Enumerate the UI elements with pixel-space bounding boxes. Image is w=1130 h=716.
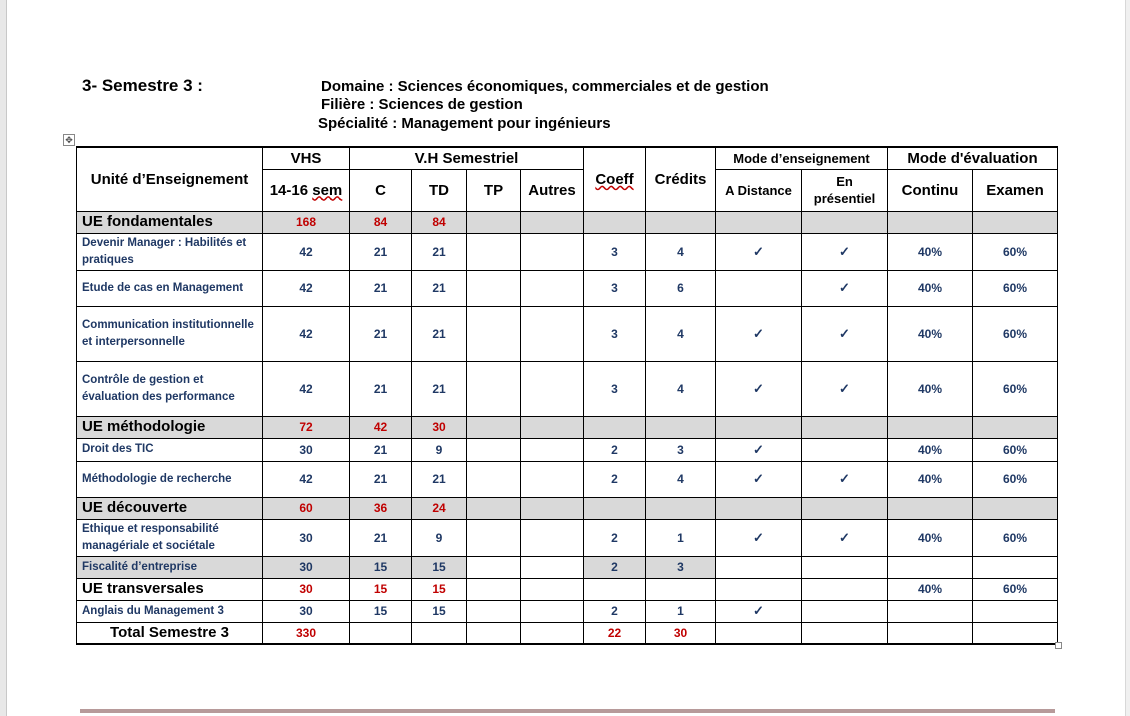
cell-coeff [584,211,646,233]
cell-coeff: 2 [584,461,646,497]
row-name: Anglais du Management 3 [77,600,263,622]
row-name: Ethique et responsabilité managériale et sociétale [77,519,263,556]
right-page-edge [1125,0,1130,716]
cell-vhs: 30 [263,578,350,600]
cell-credits: 1 [646,519,716,556]
cell-autres [521,438,584,461]
matiere-row [77,270,1058,306]
cell-distance [716,416,802,438]
row-name: Droit des TIC [77,438,263,461]
cell-td: 21 [412,306,467,361]
cell-coeff: 3 [584,306,646,361]
cell-distance [716,578,802,600]
cell-vhs: 42 [263,461,350,497]
cell-distance-check-icon: ✓ [716,361,802,416]
semester-table [76,146,1058,645]
cell-credits: 4 [646,233,716,270]
header-distance: A Distance [716,169,802,211]
cell-vhs: 42 [263,361,350,416]
cell-distance-check-icon: ✓ [716,233,802,270]
cell-autres [521,461,584,497]
header-mode-evaluation: Mode d'évaluation [888,147,1058,169]
cell-td: 21 [412,361,467,416]
cell-tp [467,556,521,578]
cell-continu: 40% [888,361,973,416]
cell-presentiel-check-icon: ✓ [802,461,888,497]
cell-tp [467,361,521,416]
cell-vhs: 42 [263,270,350,306]
cell-vhs: 30 [263,556,350,578]
cell-td: 9 [412,519,467,556]
cell-vhs: 42 [263,233,350,270]
cell-autres [521,622,584,644]
table-resize-handle[interactable] [1055,642,1062,649]
header-vhs: VHS [263,147,350,169]
cell-coeff: 2 [584,556,646,578]
cell-presentiel-check-icon: ✓ [802,519,888,556]
total-row [77,622,1058,644]
cell-td: 24 [412,497,467,519]
cell-credits [646,578,716,600]
cell-coeff: 3 [584,270,646,306]
cell-vhs: 30 [263,438,350,461]
cell-autres [521,600,584,622]
cell-td [412,622,467,644]
cell-continu: 40% [888,233,973,270]
cell-c: 15 [350,556,412,578]
cell-continu: 40% [888,519,973,556]
cell-autres [521,578,584,600]
cell-credits: 3 [646,438,716,461]
cell-td: 21 [412,233,467,270]
cell-tp [467,461,521,497]
header-td: TD [412,169,467,211]
ue-row [77,497,1058,519]
ue-row [77,416,1058,438]
cell-td: 21 [412,461,467,497]
table-move-handle-icon[interactable]: ✥ [63,134,75,146]
cell-examen: 60% [973,270,1058,306]
cell-vhs: 72 [263,416,350,438]
cell-distance [716,622,802,644]
cell-td: 30 [412,416,467,438]
row-name: UE transversales [77,578,263,600]
row-name: UE méthodologie [77,416,263,438]
header-tp: TP [467,169,521,211]
cell-vhs: 30 [263,519,350,556]
specialite-line: Spécialité : Management pour ingénieurs [318,115,611,132]
cell-coeff: 3 [584,233,646,270]
cell-coeff: 22 [584,622,646,644]
cell-c: 15 [350,578,412,600]
cell-presentiel [802,556,888,578]
cell-tp [467,306,521,361]
cell-tp [467,600,521,622]
header-credits: Crédits [646,147,716,211]
cell-c: 84 [350,211,412,233]
cell-distance-check-icon: ✓ [716,438,802,461]
cell-c: 15 [350,600,412,622]
cell-c: 42 [350,416,412,438]
cell-presentiel-check-icon: ✓ [802,233,888,270]
cell-continu: 40% [888,306,973,361]
cell-continu: 40% [888,461,973,497]
cell-tp [467,622,521,644]
row-name: Méthodologie de recherche [77,461,263,497]
cell-presentiel [802,497,888,519]
filiere-line: Filière : Sciences de gestion [321,96,523,113]
cell-continu: 40% [888,578,973,600]
cell-continu [888,556,973,578]
semester-title: 3- Semestre 3 : [82,76,203,95]
cell-continu: 40% [888,270,973,306]
cell-credits [646,211,716,233]
cell-autres [521,361,584,416]
matiere-row [77,600,1058,622]
cell-presentiel-check-icon: ✓ [802,306,888,361]
header-vhs-sub: 14-16 sem [263,169,350,211]
cell-coeff: 3 [584,361,646,416]
cell-examen [973,556,1058,578]
row-name: UE fondamentales [77,211,263,233]
cell-tp [467,211,521,233]
row-name: Devenir Manager : Habilités et pratiques [77,233,263,270]
cell-distance [716,556,802,578]
cell-examen [973,416,1058,438]
cell-credits [646,416,716,438]
cell-distance [716,497,802,519]
cell-autres [521,211,584,233]
row-name: Etude de cas en Management [77,270,263,306]
cell-continu [888,211,973,233]
cell-vhs: 168 [263,211,350,233]
cell-distance [716,270,802,306]
cell-examen [973,497,1058,519]
cell-examen [973,600,1058,622]
cell-coeff [584,497,646,519]
cell-tp [467,416,521,438]
row-name: Contrôle de gestion et évaluation des performance [77,361,263,416]
cell-examen: 60% [973,233,1058,270]
cell-examen: 60% [973,361,1058,416]
row-name: Fiscalité d’entreprise [77,556,263,578]
cell-examen: 60% [973,519,1058,556]
cell-credits: 4 [646,361,716,416]
cell-vhs: 42 [263,306,350,361]
cell-distance-check-icon: ✓ [716,600,802,622]
row-name: Communication institutionnelle et interpersonnelle [77,306,263,361]
cell-autres [521,233,584,270]
ue-row [77,211,1058,233]
cell-td: 15 [412,600,467,622]
matiere-row [77,361,1058,416]
matiere-row [77,556,1058,578]
cell-coeff: 2 [584,519,646,556]
cell-td: 21 [412,270,467,306]
cell-examen [973,211,1058,233]
cell-td: 15 [412,556,467,578]
cell-c: 21 [350,233,412,270]
cell-c: 36 [350,497,412,519]
cell-examen [973,622,1058,644]
cell-autres [521,306,584,361]
domaine-line: Domaine : Sciences économiques, commerciales et de gestion [321,78,769,95]
cell-c: 21 [350,438,412,461]
cell-examen: 60% [973,438,1058,461]
cell-presentiel [802,211,888,233]
footer-rule [80,709,1055,713]
cell-credits: 3 [646,556,716,578]
cell-credits: 30 [646,622,716,644]
header-mode-enseignement: Mode d’enseignement [716,147,888,169]
cell-credits [646,497,716,519]
cell-coeff [584,578,646,600]
cell-coeff: 2 [584,600,646,622]
row-name: UE découverte [77,497,263,519]
cell-continu [888,497,973,519]
header-autres: Autres [521,169,584,211]
cell-presentiel [802,600,888,622]
cell-presentiel-check-icon: ✓ [802,270,888,306]
cell-coeff [584,416,646,438]
matiere-row [77,306,1058,361]
left-page-edge [0,0,7,716]
header-presentiel: En présentiel [802,169,888,211]
cell-presentiel-check-icon: ✓ [802,361,888,416]
cell-continu [888,600,973,622]
cell-credits: 1 [646,600,716,622]
header-continu: Continu [888,169,973,211]
cell-c: 21 [350,461,412,497]
cell-vhs: 30 [263,600,350,622]
matiere-row [77,233,1058,270]
cell-c: 21 [350,306,412,361]
cell-vhs: 60 [263,497,350,519]
cell-td: 9 [412,438,467,461]
cell-tp [467,438,521,461]
ue-row [77,578,1058,600]
cell-c: 21 [350,270,412,306]
cell-autres [521,497,584,519]
header-c: C [350,169,412,211]
cell-autres [521,416,584,438]
cell-distance-check-icon: ✓ [716,519,802,556]
cell-continu [888,416,973,438]
header-examen: Examen [973,169,1058,211]
matiere-row [77,519,1058,556]
cell-distance-check-icon: ✓ [716,461,802,497]
cell-examen: 60% [973,578,1058,600]
cell-continu: 40% [888,438,973,461]
matiere-row [77,438,1058,461]
cell-examen: 60% [973,306,1058,361]
cell-presentiel [802,438,888,461]
cell-vhs: 330 [263,622,350,644]
cell-distance-check-icon: ✓ [716,306,802,361]
cell-continu [888,622,973,644]
cell-tp [467,497,521,519]
cell-c: 21 [350,519,412,556]
cell-credits: 6 [646,270,716,306]
header-coeff: Coeff [584,147,646,211]
cell-td: 15 [412,578,467,600]
header-row-1 [77,147,1058,169]
cell-examen: 60% [973,461,1058,497]
cell-td: 84 [412,211,467,233]
cell-tp [467,519,521,556]
cell-presentiel [802,416,888,438]
cell-presentiel [802,578,888,600]
cell-presentiel [802,622,888,644]
cell-c [350,622,412,644]
cell-c: 21 [350,361,412,416]
cell-tp [467,270,521,306]
cell-tp [467,233,521,270]
matiere-row [77,461,1058,497]
cell-credits: 4 [646,306,716,361]
cell-tp [467,578,521,600]
cell-autres [521,270,584,306]
header-ue: Unité d’Enseignement [77,147,263,211]
header-vh-semestriel: V.H Semestriel [350,147,584,169]
cell-credits: 4 [646,461,716,497]
cell-distance [716,211,802,233]
cell-autres [521,519,584,556]
cell-coeff: 2 [584,438,646,461]
cell-autres [521,556,584,578]
row-name: Total Semestre 3 [77,622,263,644]
